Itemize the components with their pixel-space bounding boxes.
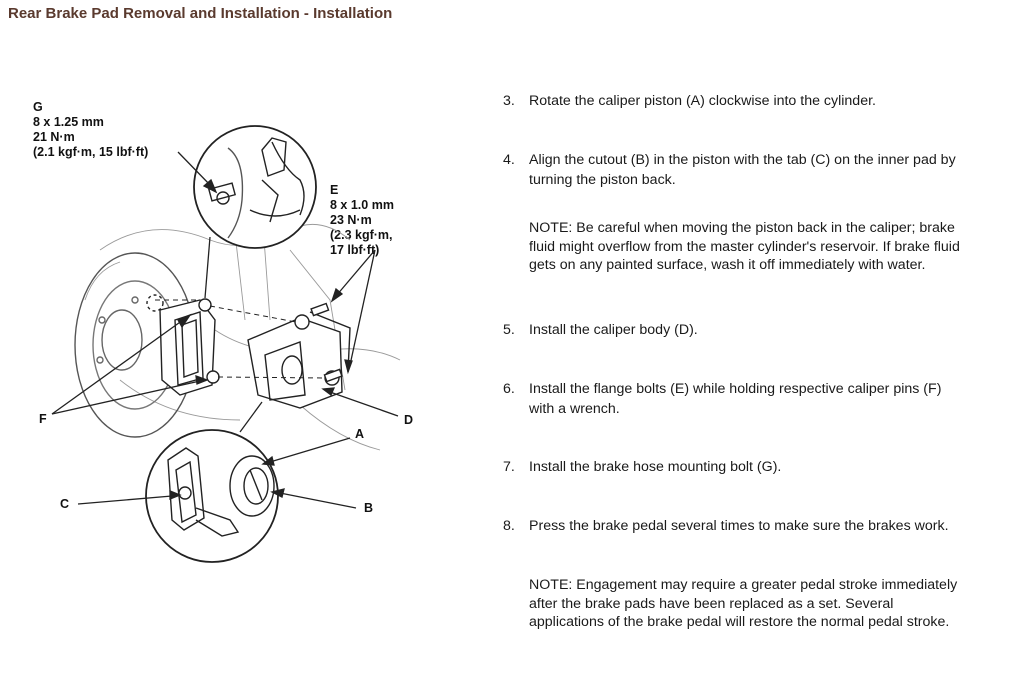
spec-e-letter: E	[330, 183, 339, 197]
spec-e-line: (2.3 kgf·m,	[330, 228, 393, 242]
step-note: NOTE: Engagement may require a greater pedal stroke immediately after the brake pads have been replaced as a set. Several applications of the brake pedal will restore the normal pedal stroke.	[529, 577, 958, 630]
step-text: Press the brake pedal several times to make sure the brakes work.	[529, 518, 949, 534]
step-text: Install the brake hose mounting bolt (G).	[529, 459, 782, 475]
callout-a: A	[355, 427, 365, 441]
step-number: 6.	[503, 381, 515, 397]
step-text: Install the caliper body (D).	[529, 322, 698, 338]
spec-g-line: 21 N·m	[33, 130, 75, 144]
callout-f: F	[39, 412, 47, 426]
step-number: 3.	[503, 93, 515, 109]
spec-g-line: (2.1 kgf·m, 15 lbf·ft)	[33, 145, 149, 159]
callout-b: B	[364, 501, 374, 515]
callout-c: C	[60, 497, 70, 511]
step-note: NOTE: Be careful when moving the piston back in the caliper; brake fluid might overflow from the master cylinder's reservoir. If brake fluid gets on any painted surface, wash it off immediately with water.	[529, 220, 960, 273]
detail-piston-leader	[240, 402, 262, 432]
callout-d: D	[404, 413, 414, 427]
spec-g-line: 8 x 1.25 mm	[33, 115, 104, 129]
step-text: Align the cutout (B) in the piston with the tab (C) on the inner pad by turning the piston back.	[529, 152, 956, 188]
spec-g-letter: G	[33, 100, 43, 114]
step-number: 7.	[503, 459, 515, 475]
detail-g-leader	[205, 237, 210, 298]
step-number: 4.	[503, 152, 515, 168]
spec-e-line: 23 N·m	[330, 213, 372, 227]
brake-caliper-diagram	[0, 90, 480, 580]
step-number: 8.	[503, 518, 515, 534]
spec-e-line: 8 x 1.0 mm	[330, 198, 394, 212]
step-text: Install the flange bolts (E) while holding respective caliper pins (F) with a wrench.	[529, 381, 942, 417]
page-title: Rear Brake Pad Removal and Installation - Installation	[8, 5, 393, 22]
step-number: 5.	[503, 322, 515, 338]
step-text: Rotate the caliper piston (A) clockwise into the cylinder.	[529, 93, 876, 109]
dashed-bolt-hole	[147, 295, 163, 311]
caliper-bracket	[160, 299, 219, 395]
spec-e-line: 17 lbf·ft)	[330, 243, 380, 257]
